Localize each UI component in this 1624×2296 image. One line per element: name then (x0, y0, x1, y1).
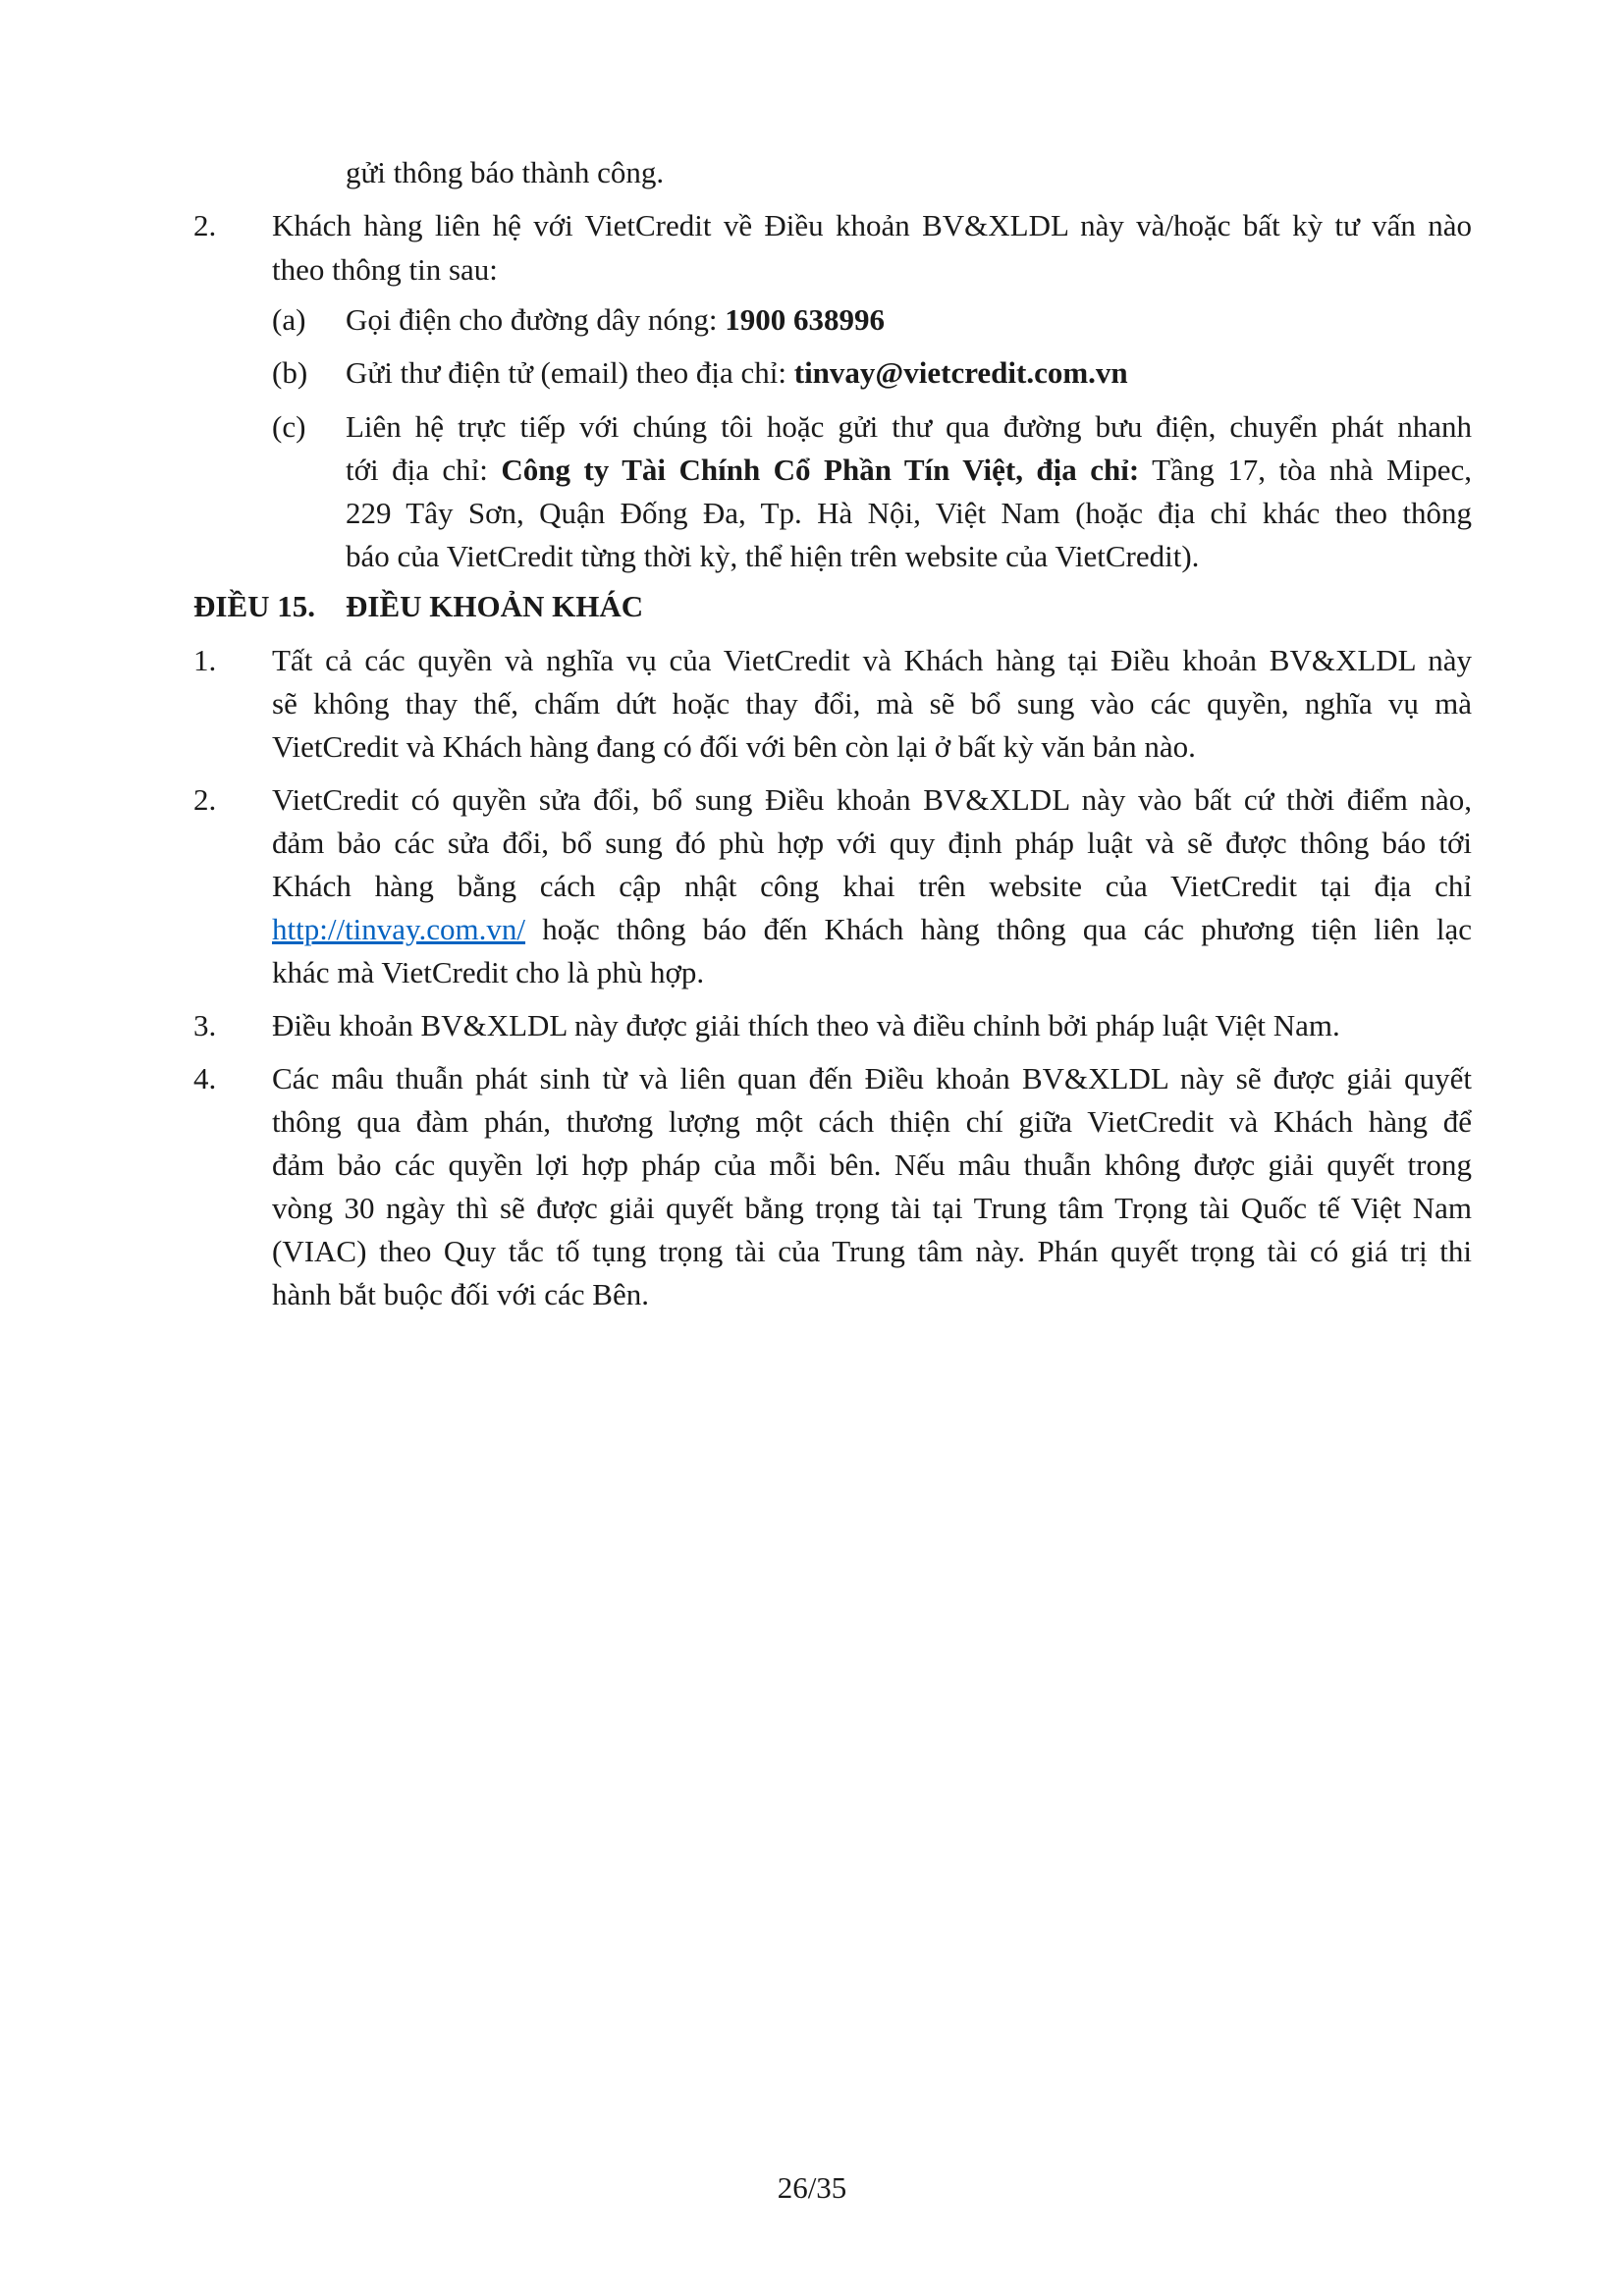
paragraph-line: theo thông tin sau: (272, 252, 498, 287)
list-number: 2. (193, 208, 217, 242)
paragraph-line: VietCredit có quyền sửa đổi, bổ sung Điều khoản BV&XLDL này vào bất cứ thời điểm nào, (272, 782, 1472, 817)
hotline-line: Gọi điện cho đường dây nóng: 1900 638996 (346, 302, 885, 337)
paragraph-line: thông qua đàm phán, thương lượng một cách thiện chí giữa VietCredit và Khách hàng để (272, 1104, 1472, 1139)
list-number: 1. (193, 643, 217, 677)
list-number: 2. (193, 782, 217, 817)
continuation-text: gửi thông báo thành công. (346, 155, 665, 189)
list-number: 4. (193, 1061, 217, 1095)
hotline-number: 1900 638996 (725, 302, 885, 337)
list-number: 3. (193, 1008, 217, 1042)
sub-item-label: (c) (272, 409, 306, 444)
paragraph-line: Điều khoản BV&XLDL này được giải thích theo và điều chỉnh bởi pháp luật Việt Nam. (272, 1008, 1340, 1042)
paragraph-line: Liên hệ trực tiếp với chúng tôi hoặc gửi thư qua đường bưu điện, chuyển phát nhanh (346, 409, 1472, 444)
website-link[interactable]: http://tinvay.com.vn/ (272, 912, 526, 946)
section-title: ĐIỀU KHOẢN KHÁC (346, 589, 644, 623)
section-label: ĐIỀU 15. (193, 589, 316, 623)
link-line: http://tinvay.com.vn/ hoặc thông báo đến Khách hàng thông qua các phương tiện liên lạc (272, 912, 1472, 946)
sub-item-label: (b) (272, 355, 308, 390)
page-number: 26/35 (777, 2170, 847, 2205)
paragraph-line: đảm bảo các quyền lợi hợp pháp của mỗi bên. Nếu mâu thuẫn không được giải quyết trong (272, 1148, 1472, 1182)
email-line: Gửi thư điện tử (email) theo địa chỉ: tinvay@vietcredit.com.vn (346, 355, 1128, 390)
paragraph-line: VietCredit và Khách hàng đang có đối với bên còn lại ở bất kỳ văn bản nào. (272, 729, 1196, 764)
paragraph-line: Tất cả các quyền và nghĩa vụ của VietCredit và Khách hàng tại Điều khoản BV&XLDL này (272, 643, 1472, 677)
paragraph-line: (VIAC) theo Quy tắc tố tụng trọng tài của Trung tâm này. Phán quyết trọng tài có giá trị thi (272, 1234, 1472, 1268)
paragraph-line: Khách hàng bằng cách cập nhật công khai trên website của VietCredit tại địa chỉ (272, 869, 1472, 903)
paragraph-line: Khách hàng liên hệ với VietCredit về Điều khoản BV&XLDL này và/hoặc bất kỳ tư vấn nào (272, 208, 1472, 242)
paragraph-line: 229 Tây Sơn, Quận Đống Đa, Tp. Hà Nội, Việt Nam (hoặc địa chỉ khác theo thông (346, 496, 1472, 530)
paragraph-line: vòng 30 ngày thì sẽ được giải quyết bằng trọng tài tại Trung tâm Trọng tài Quốc tế Việt Nam (272, 1191, 1472, 1225)
paragraph-line: đảm bảo các sửa đổi, bổ sung đó phù hợp với quy định pháp luật và sẽ được thông báo tới (272, 826, 1472, 860)
sub-item-label: (a) (272, 302, 306, 337)
address-line: tới địa chỉ: Công ty Tài Chính Cổ Phần Tín Việt, địa chỉ: Tầng 17, tòa nhà Mipec, (346, 453, 1473, 487)
paragraph-line: sẽ không thay thế, chấm dứt hoặc thay đổi, mà sẽ bổ sung vào các quyền, nghĩa vụ mà (272, 686, 1472, 721)
email-address: tinvay@vietcredit.com.vn (793, 355, 1128, 390)
paragraph-line: Các mâu thuẫn phát sinh từ và liên quan đến Điều khoản BV&XLDL này sẽ được giải quyết (272, 1061, 1472, 1095)
paragraph-line: hành bắt buộc đối với các Bên. (272, 1277, 649, 1311)
paragraph-line: báo của VietCredit từng thời kỳ, thể hiện trên website của VietCredit). (346, 539, 1200, 573)
paragraph-line: khác mà VietCredit cho là phù hợp. (272, 955, 705, 989)
